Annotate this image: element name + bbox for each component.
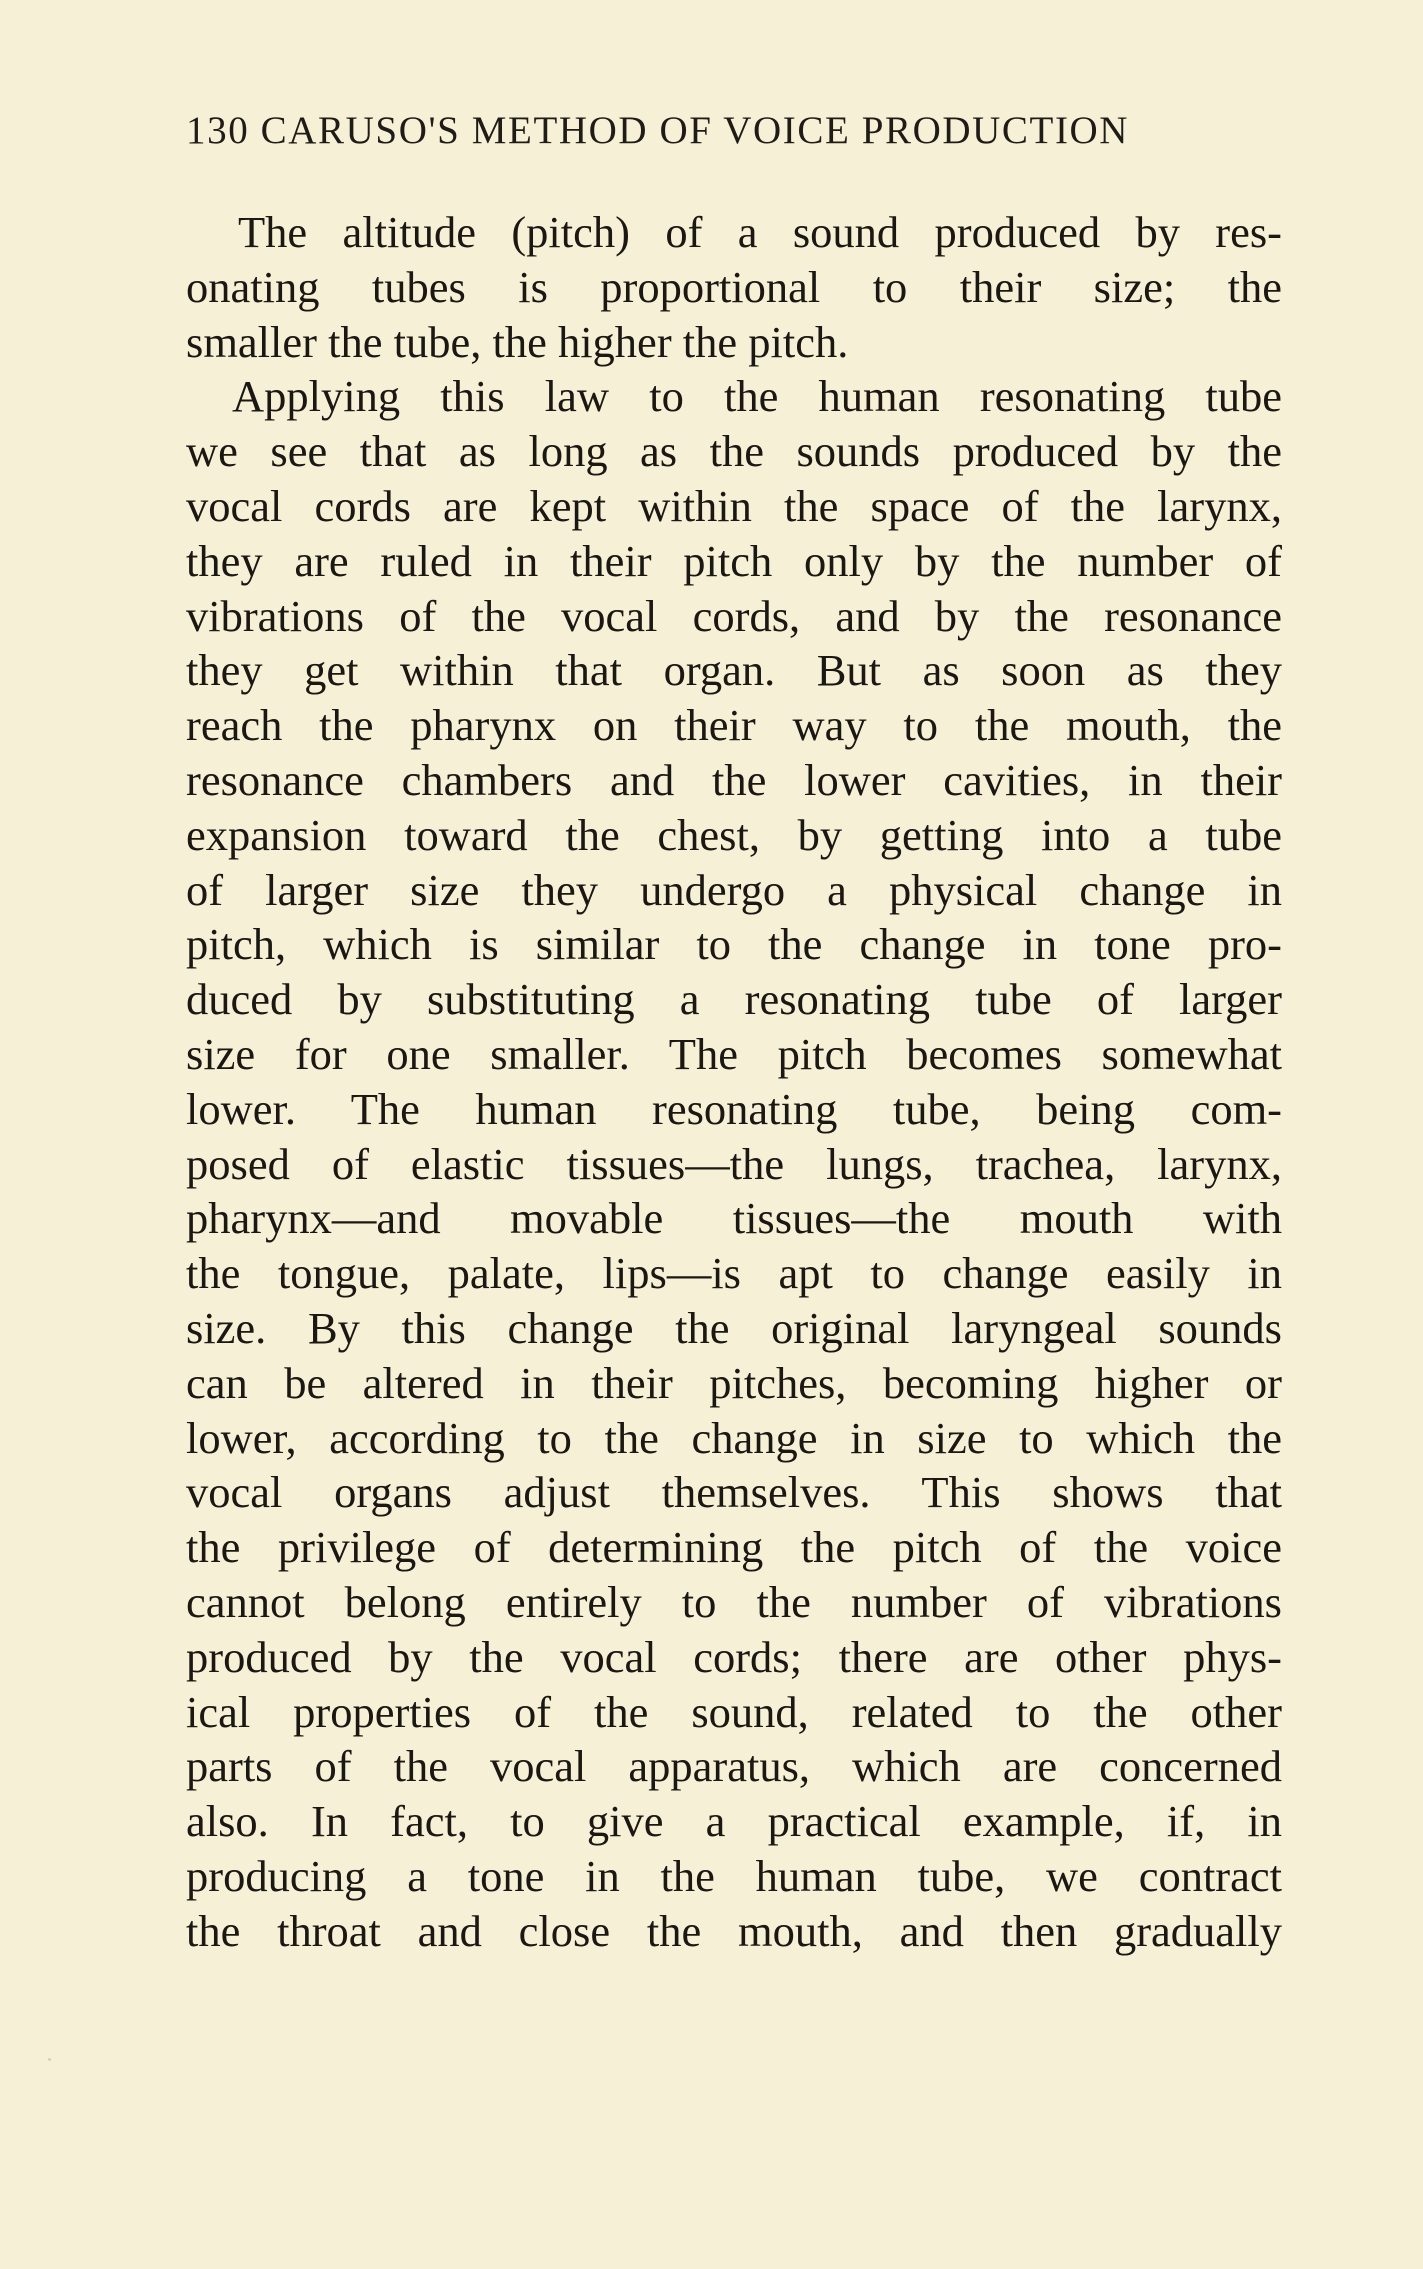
text-line: can be altered in their pitches, becoming higher or (186, 1357, 1282, 1408)
text-line: vibrations of the vocal cords, and by the resonance (186, 590, 1282, 641)
text-line: lower, according to the change in size to which the (186, 1412, 1282, 1463)
text-line: the tongue, palate, lips—is apt to change easily in (186, 1248, 1282, 1299)
text-line: lower. The human resonating tube, being com- (186, 1083, 1282, 1134)
paper-speck (48, 2058, 51, 2061)
text-line: the throat and close the mouth, and then gradually (186, 1905, 1282, 1956)
text-line: produced by the vocal cords; there are other phys- (186, 1631, 1282, 1682)
text-line: The altitude (pitch) of a sound produced by res- (238, 207, 1282, 257)
text-line: parts of the vocal apparatus, which are concerned (186, 1741, 1282, 1792)
text-line: size. By this change the original laryngeal sounds (186, 1302, 1282, 1353)
text-line: duced by substituting a resonating tube of larger (186, 974, 1282, 1025)
text-line: pharynx—and movable tissues—the mouth with (186, 1193, 1282, 1244)
text-line: producing a tone in the human tube, we contract (186, 1850, 1282, 1901)
text-line: vocal organs adjust themselves. This shows that (186, 1467, 1282, 1518)
paragraph (186, 205, 1282, 369)
text-line: size for one smaller. The pitch becomes somewhat (186, 1028, 1282, 1079)
text-line: onating tubes is proportional to their size; the (186, 261, 1282, 312)
text-line: reach the pharynx on their way to the mouth, the (186, 700, 1282, 751)
text-line: also. In fact, to give a practical example, if, in (186, 1796, 1282, 1847)
text-line: vocal cords are kept within the space of the larynx, (186, 480, 1282, 531)
text-line: ical properties of the sound, related to the other (186, 1686, 1282, 1737)
text-line: we see that as long as the sounds produced by the (186, 426, 1282, 477)
text-line: posed of elastic tissues—the lungs, trachea, larynx, (186, 1138, 1282, 1189)
text-line: they get within that organ. But as soon as they (186, 645, 1282, 696)
running-head (186, 108, 1258, 153)
page-number: 130 (186, 109, 250, 152)
text-line: smaller the tube, the higher the pitch. (186, 316, 849, 367)
text-line: the privilege of determining the pitch of the voice (186, 1522, 1282, 1573)
running-title: CARUSO'S METHOD OF VOICE PRODUCTION (260, 109, 1130, 152)
text-line: resonance chambers and the lower cavities, in their (186, 754, 1282, 805)
text-line: cannot belong entirely to the number of vibrations (186, 1576, 1282, 1627)
text-line: expansion toward the chest, by getting into a tube (186, 809, 1282, 860)
body-text (186, 205, 1282, 1959)
text-line: they are ruled in their pitch only by the number of (186, 535, 1282, 586)
text-line: pitch, which is similar to the change in tone pro- (186, 919, 1282, 970)
paragraph (186, 369, 1282, 1958)
text-line: Applying this law to the human resonating tube (232, 371, 1282, 422)
text-line: of larger size they undergo a physical change in (186, 864, 1282, 915)
